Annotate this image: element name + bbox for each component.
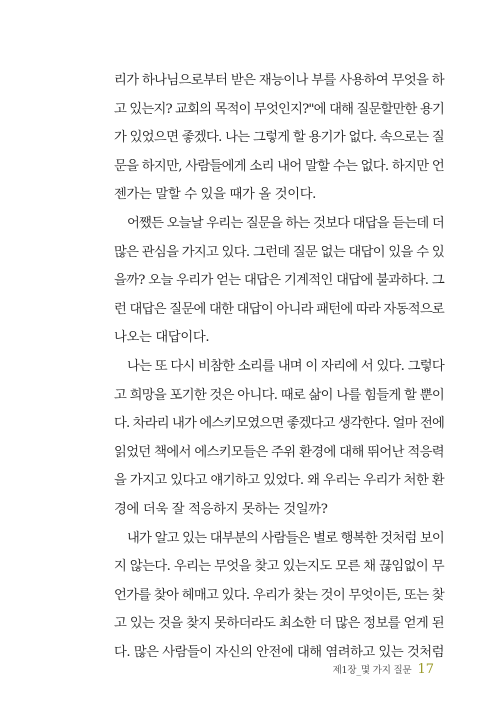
page-footer	[333, 662, 434, 682]
text-line: 고 희망을 포기한 것은 아니다. 때로 삶이 나를 힘들게 할 뿐이	[114, 387, 444, 403]
text-line: 을 가지고 있다고 얘기하고 있었다. 왜 우리는 우리가 처한 환	[114, 473, 444, 489]
text-line: 고 있는지? 교회의 목적이 무엇인지?"에 대해 질문할만한 용기	[114, 101, 444, 117]
text-line: 어쨌든 오늘날 우리는 질문을 하는 것보다 대답을 듣는데 더	[127, 215, 444, 231]
page-number: 17	[417, 662, 434, 677]
text-line: 젠가는 말할 수 있을 때가 올 것이다.	[114, 187, 317, 203]
text-line: 경에 더욱 잘 적응하지 못하는 것일까?	[114, 501, 328, 517]
text-line: 다. 많은 사람들이 자신의 안전에 대해 염려하고 있는 것처럼	[114, 644, 444, 660]
text-line: 리가 하나님으로부터 받은 재능이나 부를 사용하여 무엇을 하	[114, 73, 444, 88]
body-text	[114, 67, 444, 667]
text-line: 런 대답은 질문에 대한 대답이 아니라 패턴에 따라 자동적으로	[114, 301, 444, 317]
text-line: 지 않는다. 우리는 무엇을 찾고 있는지도 모른 채 끊임없이 무	[114, 559, 444, 575]
text-line: 나오는 대답이다.	[114, 330, 210, 346]
text-line: 을까? 오늘 우리가 얻는 대답은 기계적인 대답에 불과하다. 그	[114, 273, 444, 289]
text-line: 내가 알고 있는 대부분의 사람들은 별로 행복한 것처럼 보이	[127, 530, 444, 546]
text-line: 다. 차라리 내가 에스키모였으면 좋겠다고 생각한다. 얼마 전에	[114, 416, 444, 432]
text-line: 가 있었으면 좋겠다. 나는 그렇게 할 용기가 없다. 속으로는 질	[114, 130, 444, 146]
text-line: 고 있는 것을 찾지 못하더라도 최소한 더 많은 정보를 얻게 된	[114, 616, 444, 632]
chapter-label: 제1장_몇 가지 질문	[332, 665, 412, 676]
text-line: 나는 또 다시 비참한 소리를 내며 이 자리에 서 있다. 그렇다	[127, 358, 444, 374]
text-line: 언가를 찾아 헤매고 있다. 우리가 찾는 것이 무엇이든, 또는 찾	[114, 587, 444, 603]
text-line: 문을 하지만, 사람들에게 소리 내어 말할 수는 없다. 하지만 언	[114, 158, 444, 174]
text-line: 많은 관심을 가지고 있다. 그런데 질문 없는 대답이 있을 수 있	[114, 244, 444, 260]
text-line: 읽었던 책에서 에스키모들은 주위 환경에 대해 뛰어난 적응력	[114, 444, 444, 460]
